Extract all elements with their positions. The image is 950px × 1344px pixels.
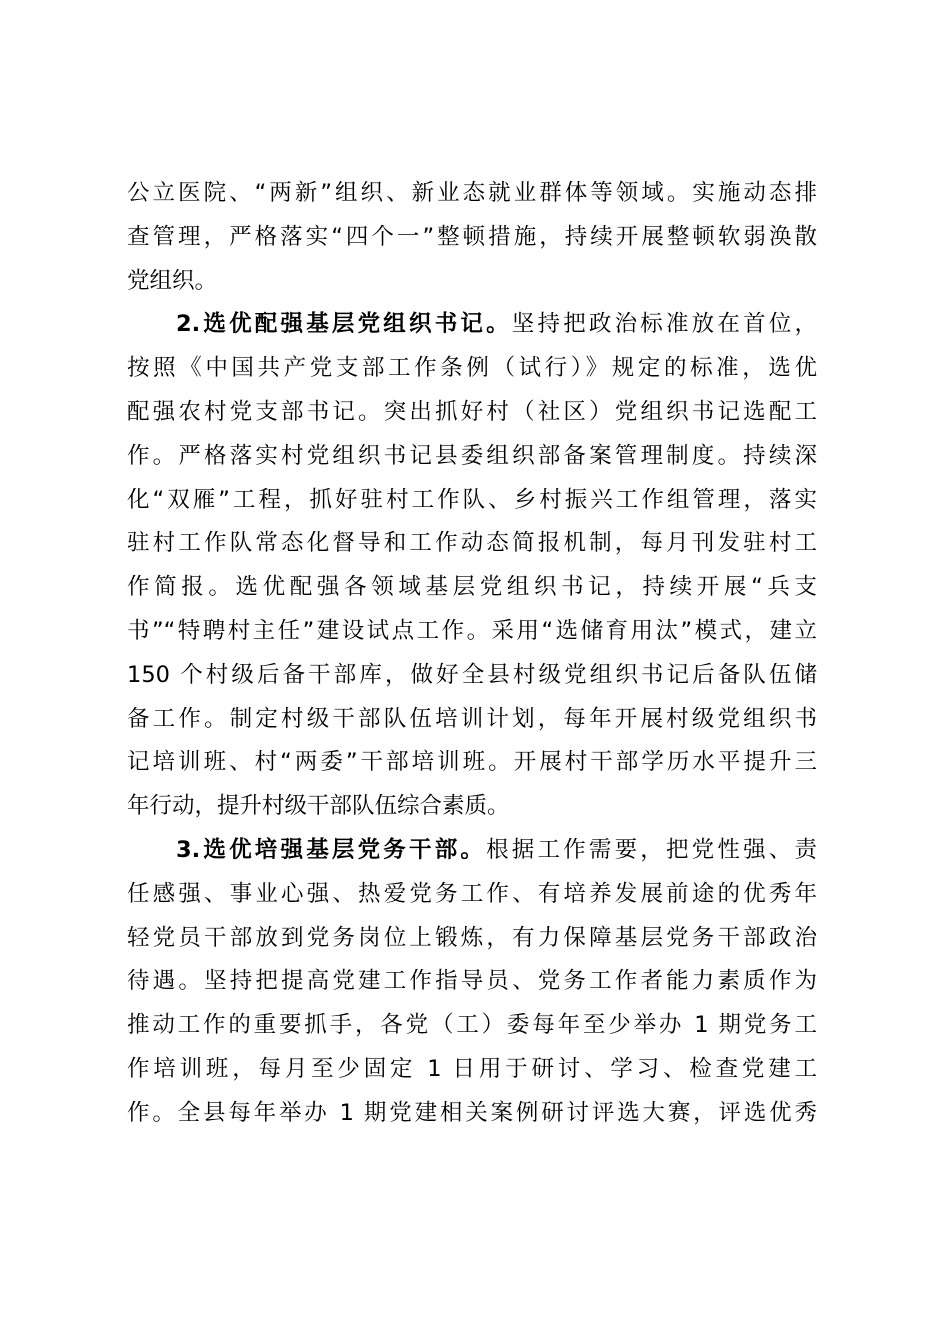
text-line: 年行动，提升村级干部队伍综合素质。 [127, 793, 510, 820]
text-line: 150 个村级后备干部库，做好全县村级党组织书记后备队伍储 [127, 661, 817, 688]
text-line: 配强农村党支部书记。突出抓好村（社区）党组织书记选配工 [127, 398, 817, 425]
text-line: 驻村工作队常态化督导和工作动态简报机制，每月刊发驻村工 [127, 530, 817, 557]
text-line: 记培训班、村“两委”干部培训班。开展村干部学历水平提升三 [127, 749, 817, 776]
text-line-first [127, 303, 817, 347]
paragraph-section-3 [127, 829, 817, 1136]
section-heading: 3.选优培强基层党务干部。 [176, 836, 487, 863]
text-line: 公立医院、“两新”组织、新业态就业群体等领域。实施动态排 [127, 180, 817, 206]
paragraph-continuation [127, 172, 817, 303]
document-page [127, 172, 817, 1136]
text-line: 推动工作的重要抓手，各党（工）委每年至少举办 1 期党务工 [127, 1012, 817, 1039]
text-line: 作。全县每年举办 1 期党建相关案例研讨评选大赛，评选优秀 [127, 1099, 817, 1126]
text-run: 根据工作需要，把党性强、责 [486, 836, 817, 863]
section-heading: 2.选优配强基层党组织书记。 [176, 311, 512, 338]
text-run: 坚持把政治标准放在首位， [511, 311, 817, 338]
text-line: 轻党员干部放到党务岗位上锻炼，有力保障基层党务干部政治 [127, 924, 817, 951]
text-line: 化“双雁”工程，抓好驻村工作队、乡村振兴工作组管理，落实 [127, 486, 817, 513]
text-line: 按照《中国共产党支部工作条例（试行）》规定的标准，选优 [127, 355, 817, 382]
text-line: 任感强、事业心强、热爱党务工作、有培养发展前途的优秀年 [127, 880, 817, 907]
text-line-first [127, 829, 817, 873]
text-line: 作简报。选优配强各领域基层党组织书记，持续开展“兵支 [127, 574, 817, 601]
paragraph-section-2 [127, 303, 817, 829]
text-line: 备工作。制定村级干部队伍培训计划，每年开展村级党组织书 [127, 705, 817, 732]
text-line: 党组织。 [127, 267, 218, 294]
text-line: 书”“特聘村主任”建设试点工作。采用“选储育用汰”模式，建立 [127, 617, 817, 644]
text-line: 作培训班，每月至少固定 1 日用于研讨、学习、检查党建工 [127, 1055, 817, 1082]
text-line: 作。严格落实村党组织书记县委组织部备案管理制度。持续深 [127, 442, 817, 469]
text-line: 待遇。坚持把提高党建工作指导员、党务工作者能力素质作为 [127, 968, 817, 995]
text-line: 查管理，严格落实“四个一”整顿措施，持续开展整顿软弱涣散 [127, 223, 817, 250]
